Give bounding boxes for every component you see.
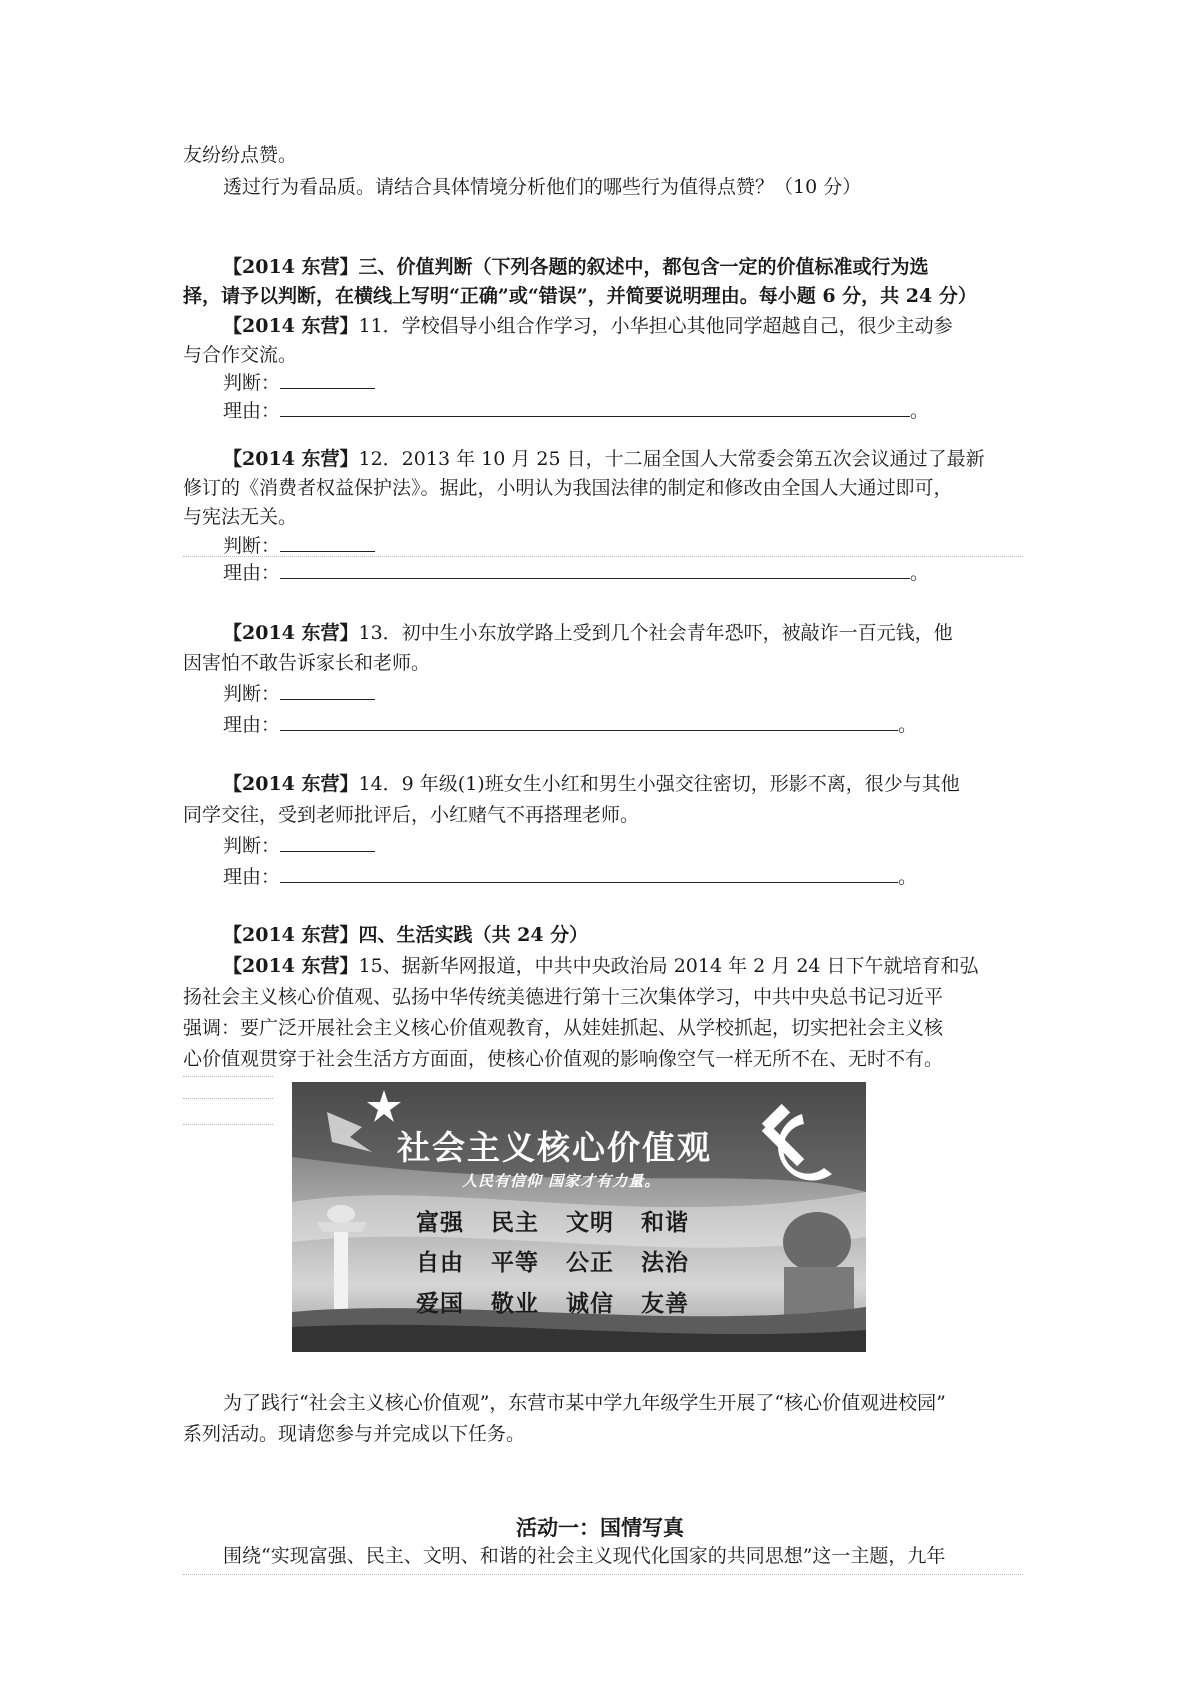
banner-title: 社会主义核心价值观	[397, 1128, 712, 1167]
banner-values-row: 自由 平等 公正 法治	[416, 1250, 690, 1276]
reason-row: 理由： 。	[223, 714, 918, 736]
source-tag: 【2014 东营】	[223, 773, 359, 795]
source-tag: 【2014 东营】	[223, 622, 359, 644]
judge-row: 判断：	[223, 681, 1063, 707]
judge-blank[interactable]	[280, 370, 375, 389]
text-line: 透过行为看品质。请结合具体情境分析他们的哪些行为值得点赞？（10 分）	[223, 176, 862, 198]
text-line: 系列活动。现请您参与并完成以下任务。	[183, 1423, 526, 1445]
dotted-divider	[183, 1076, 273, 1077]
core-values-banner-image	[292, 1082, 866, 1352]
source-tag: 【2014 东营】	[223, 256, 359, 278]
text-line: 为了践行“社会主义核心价值观”，东营市某中学九年级学生开展了“核心价值观进校园”	[223, 1392, 946, 1414]
judge-blank[interactable]	[280, 533, 375, 552]
text-line: 修订的《消费者权益保护法》。据此，小明认为我国法律的制定和修改由全国人大通过即可，	[183, 477, 953, 499]
banner-values-row: 富强 民主 文明 和谐	[416, 1210, 690, 1236]
reason-blank[interactable]	[280, 712, 898, 731]
question-15: 【2014 东营】15、据新华网报道，中共中央政治局 2014 年 2 月 24 日下午就培育和弘	[223, 955, 979, 977]
dotted-divider	[183, 1574, 1023, 1575]
reason-blank[interactable]	[280, 864, 898, 883]
text-line: 同学交往，受到老师批评后，小红赌气不再搭理老师。	[183, 804, 640, 826]
text-line: 强调：要广泛开展社会主义核心价值观教育，从娃娃抓起、从学校抓起，切实把社会主义核	[183, 1017, 944, 1039]
text-line: 与宪法无关。	[183, 506, 298, 528]
judge-row: 判断：	[223, 370, 1063, 396]
dotted-divider	[183, 1124, 273, 1125]
judge-row: 判断：	[223, 533, 1063, 559]
dotted-divider	[183, 1098, 273, 1099]
section-heading: 【2014 东营】三、价值判断（下列各题的叙述中，都包含一定的价值标准或行为选	[223, 256, 929, 278]
source-tag: 【2014 东营】	[223, 315, 359, 337]
source-tag: 【2014 东营】	[223, 448, 359, 470]
dotted-divider	[183, 556, 1023, 557]
judge-blank[interactable]	[280, 681, 375, 700]
banner-slogan: 人民有信仰 国家才有力量。	[462, 1172, 661, 1190]
source-tag: 【2014 东营】	[223, 955, 359, 977]
text-line: 与合作交流。	[183, 344, 298, 366]
activity-title: 活动一：国情写真	[516, 1515, 684, 1540]
question-13: 【2014 东营】13．初中生小东放学路上受到几个社会青年恐吓，被敲诈一百元钱，他	[223, 622, 953, 644]
text-line: 扬社会主义核心价值观、弘扬中华传统美德进行第十三次集体学习，中共中央总书记习近平	[183, 986, 944, 1008]
text-line: 围绕“实现富强、民主、文明、和谐的社会主义现代化国家的共同思想”这一主题，九年	[223, 1545, 946, 1567]
text-line: 心价值观贯穿于社会生活方方面面，使核心价值观的影响像空气一样无所不在、无时不有。	[183, 1048, 944, 1070]
question-11: 【2014 东营】11．学校倡导小组合作学习，小华担心其他同学超越自己，很少主动参	[223, 315, 953, 337]
banner-values-row: 爱国 敬业 诚信 友善	[416, 1291, 690, 1317]
reason-row: 理由： 。	[223, 866, 918, 888]
question-12: 【2014 东营】12．2013 年 10 月 25 日，十二届全国人大常委会第五次会议通过了最新	[223, 448, 985, 470]
text-line: 因害怕不敢告诉家长和老师。	[183, 652, 431, 674]
section-heading: 【2014 东营】四、生活实践（共 24 分）	[223, 924, 589, 946]
section-heading: 择，请予以判断，在横线上写明“正确”或“错误”，并简要说明理由。每小题 6 分，共 24 分）	[183, 285, 977, 307]
source-tag: 【2014 东营】	[223, 924, 359, 946]
judge-row: 判断：	[223, 833, 1063, 859]
reason-blank[interactable]	[280, 560, 910, 579]
text-line: 友纷纷点赞。	[183, 144, 298, 166]
reason-row: 理由： 。	[223, 400, 930, 422]
reason-row: 理由： 。	[223, 562, 930, 584]
question-14: 【2014 东营】14．9 年级(1)班女生小红和男生小强交往密切，形影不离，很少与其他	[223, 773, 960, 795]
reason-blank[interactable]	[280, 398, 910, 417]
judge-blank[interactable]	[280, 833, 375, 852]
